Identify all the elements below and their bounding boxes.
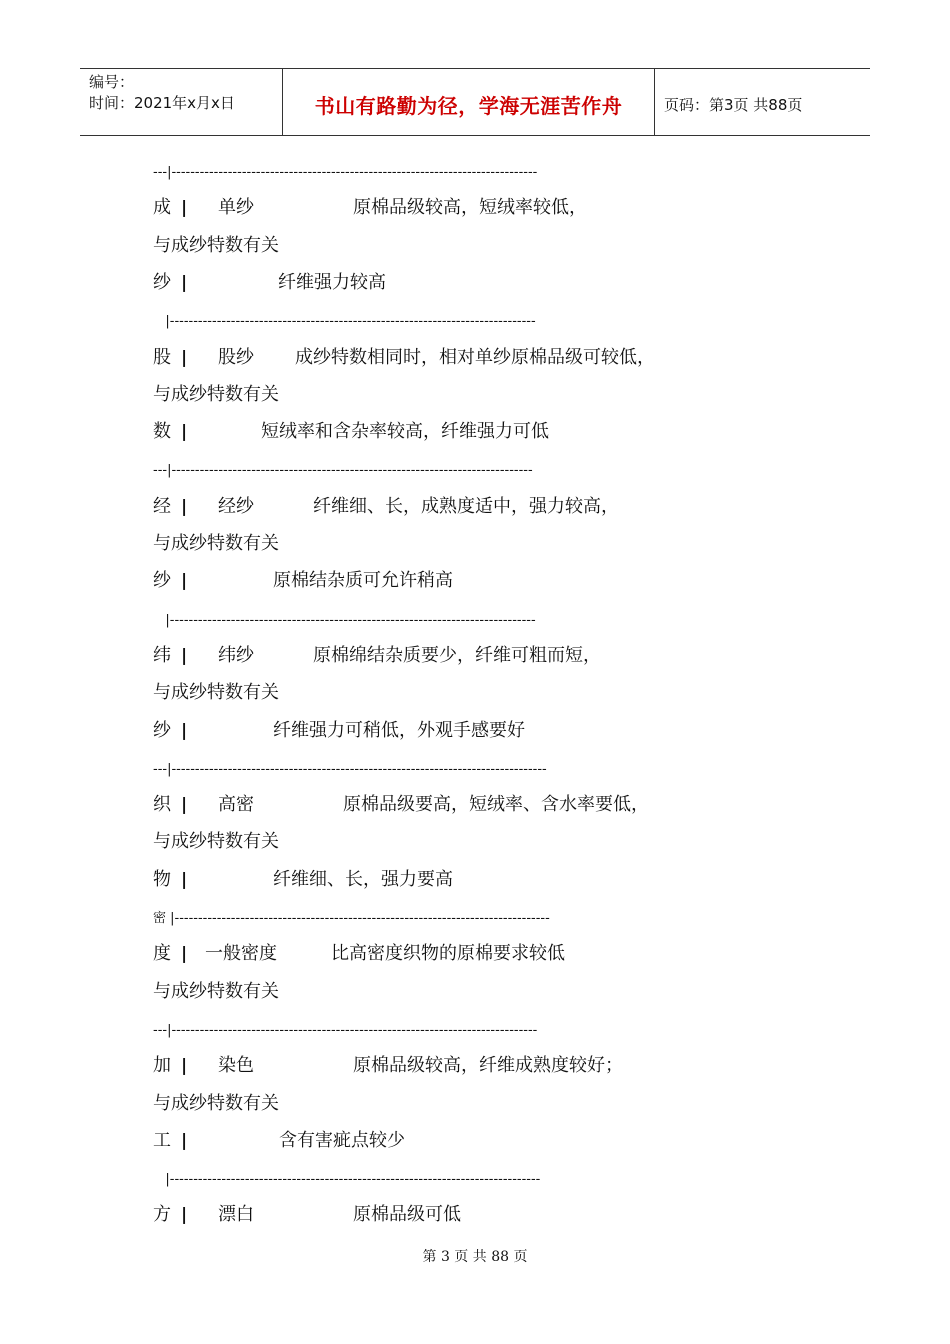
row-category: 物 bbox=[153, 868, 171, 890]
table-row bbox=[153, 1203, 853, 1227]
note-line bbox=[153, 980, 279, 1004]
page-header bbox=[80, 68, 870, 136]
row-category: 成 bbox=[153, 197, 171, 219]
row-subtype: 高密 bbox=[218, 794, 254, 816]
separator-line bbox=[153, 1017, 537, 1041]
table-row bbox=[153, 868, 853, 892]
separator-prefix: | bbox=[153, 314, 170, 330]
separator-line bbox=[153, 905, 550, 929]
separator-dashes: ------------------------------------------------------------------------------ bbox=[169, 612, 536, 628]
note-line bbox=[153, 681, 279, 705]
note-line bbox=[153, 532, 279, 556]
row-category: 纱 bbox=[153, 271, 171, 293]
row-requirement: 纤维强力可稍低，外观手感要好 bbox=[273, 719, 525, 741]
note-text: 与成纱特数有关 bbox=[153, 383, 279, 405]
separator-dashes: ------------------------------------------------------------------------------ bbox=[171, 1022, 538, 1038]
row-category: 工 bbox=[153, 1129, 171, 1151]
row-requirement: 原棉绵结杂质要少，纤维可粗而短， bbox=[313, 644, 601, 666]
separator-line bbox=[153, 756, 547, 780]
table-row bbox=[153, 420, 853, 444]
separator-dashes: ----------------------------------------------------------------------------- bbox=[171, 463, 533, 479]
column-divider: | bbox=[181, 645, 188, 666]
separator-prefix: ---| bbox=[153, 463, 172, 479]
row-requirement: 原棉结杂质可允许稍高 bbox=[273, 570, 453, 592]
separator-prefix: | bbox=[153, 1172, 170, 1188]
note-text: 与成纱特数有关 bbox=[153, 831, 279, 853]
row-category: 纱 bbox=[153, 719, 171, 741]
column-divider: | bbox=[181, 198, 188, 219]
row-subtype: 染色 bbox=[218, 1055, 254, 1077]
row-requirement: 成纱特数相同时，相对单纱原棉品级可较低， bbox=[295, 346, 655, 368]
row-category: 方 bbox=[153, 1204, 171, 1226]
separator-line bbox=[153, 607, 536, 631]
column-divider: | bbox=[181, 1056, 188, 1077]
row-category: 织 bbox=[153, 794, 171, 816]
separator-dashes: -------------------------------------------------------------------------------- bbox=[174, 911, 550, 926]
column-divider: | bbox=[181, 496, 188, 517]
column-divider: | bbox=[181, 1205, 188, 1226]
separator-line bbox=[153, 457, 533, 481]
note-line bbox=[153, 383, 279, 407]
separator-dashes: ------------------------------------------------------------------------------ bbox=[169, 314, 536, 330]
separator-prefix: ---| bbox=[153, 1022, 172, 1038]
table-row bbox=[153, 644, 853, 668]
table-row bbox=[153, 346, 853, 370]
column-divider: | bbox=[181, 869, 188, 890]
row-subtype: 一般密度 bbox=[205, 943, 277, 965]
row-requirement: 纤维细、长，强力要高 bbox=[273, 868, 453, 890]
separator-prefix: ---| bbox=[153, 761, 172, 777]
row-requirement: 原棉品级较高，纤维成熟度较好； bbox=[353, 1055, 623, 1077]
table-row bbox=[153, 569, 853, 593]
note-line bbox=[153, 1092, 279, 1116]
column-divider: | bbox=[181, 422, 188, 443]
note-text: 与成纱特数有关 bbox=[153, 1092, 279, 1114]
row-category: 度 bbox=[153, 943, 171, 965]
separator-dashes: ------------------------------------------------------------------------------ bbox=[171, 165, 538, 180]
column-divider: | bbox=[181, 944, 188, 965]
row-requirement: 纤维细、长，成熟度适中，强力较高， bbox=[313, 495, 619, 517]
table-row bbox=[153, 719, 853, 743]
table-row bbox=[153, 495, 853, 519]
column-divider: | bbox=[181, 347, 188, 368]
row-subtype: 漂白 bbox=[218, 1204, 254, 1226]
separator-line bbox=[153, 159, 537, 183]
row-category: 股 bbox=[153, 346, 171, 368]
document-time-label: 时间：2021年x月x日 bbox=[89, 94, 235, 112]
column-divider: | bbox=[181, 571, 188, 592]
header-meta bbox=[80, 69, 282, 135]
note-line bbox=[153, 830, 279, 854]
table-row bbox=[153, 196, 853, 220]
row-requirement: 短绒率和含杂率较高，纤维强力可低 bbox=[261, 421, 549, 443]
row-requirement: 原棉品级较高，短绒率较低， bbox=[353, 197, 587, 219]
table-row bbox=[153, 271, 853, 295]
note-line bbox=[153, 234, 279, 258]
separator-line bbox=[153, 308, 536, 332]
document-number-label: 编号： bbox=[89, 73, 135, 91]
note-text: 与成纱特数有关 bbox=[153, 533, 279, 554]
row-requirement: 含有害疵点较少 bbox=[279, 1129, 405, 1151]
column-divider: | bbox=[181, 720, 188, 741]
header-page-info-cell bbox=[655, 69, 870, 135]
separator-prefix: 密 | bbox=[153, 911, 175, 926]
row-requirement: 原棉品级要高，短绒率、含水率要低， bbox=[343, 794, 649, 816]
header-page-info: 页码：第3页 共88页 bbox=[664, 95, 803, 114]
separator-dashes: -------------------------------------------------------------------------------- bbox=[171, 761, 547, 777]
row-requirement: 纤维强力较高 bbox=[278, 271, 386, 293]
column-divider: | bbox=[181, 795, 188, 816]
header-motto: 书山有路勤为径，学海无涯苦作舟 bbox=[314, 93, 623, 118]
table-row bbox=[153, 942, 853, 966]
column-divider: | bbox=[181, 1130, 188, 1151]
row-subtype: 股纱 bbox=[218, 346, 254, 368]
separator-prefix: ---| bbox=[153, 165, 172, 180]
separator-dashes: ------------------------------------------------------------------------------- bbox=[169, 1172, 541, 1188]
row-requirement: 比高密度织物的原棉要求较低 bbox=[331, 943, 565, 965]
separator-line bbox=[153, 1166, 540, 1190]
separator-prefix: | bbox=[153, 612, 170, 628]
page-footer: 第 3 页 共 88 页 bbox=[422, 1249, 528, 1265]
row-requirement: 原棉品级可低 bbox=[353, 1204, 461, 1226]
row-category: 经 bbox=[153, 495, 171, 517]
row-subtype: 单纱 bbox=[218, 197, 254, 219]
table-row bbox=[153, 793, 853, 817]
row-subtype: 纬纱 bbox=[218, 644, 254, 666]
row-category: 加 bbox=[153, 1055, 171, 1077]
note-text: 与成纱特数有关 bbox=[153, 682, 279, 704]
table-row bbox=[153, 1054, 853, 1078]
table-row bbox=[153, 1129, 853, 1153]
row-category: 纱 bbox=[153, 570, 171, 592]
row-subtype: 经纱 bbox=[218, 495, 254, 517]
row-category: 数 bbox=[153, 421, 171, 443]
note-text: 与成纱特数有关 bbox=[153, 980, 279, 1002]
header-motto-cell bbox=[282, 69, 655, 135]
column-divider: | bbox=[181, 272, 188, 293]
row-category: 纬 bbox=[153, 644, 171, 666]
note-text: 与成纱特数有关 bbox=[153, 234, 279, 256]
